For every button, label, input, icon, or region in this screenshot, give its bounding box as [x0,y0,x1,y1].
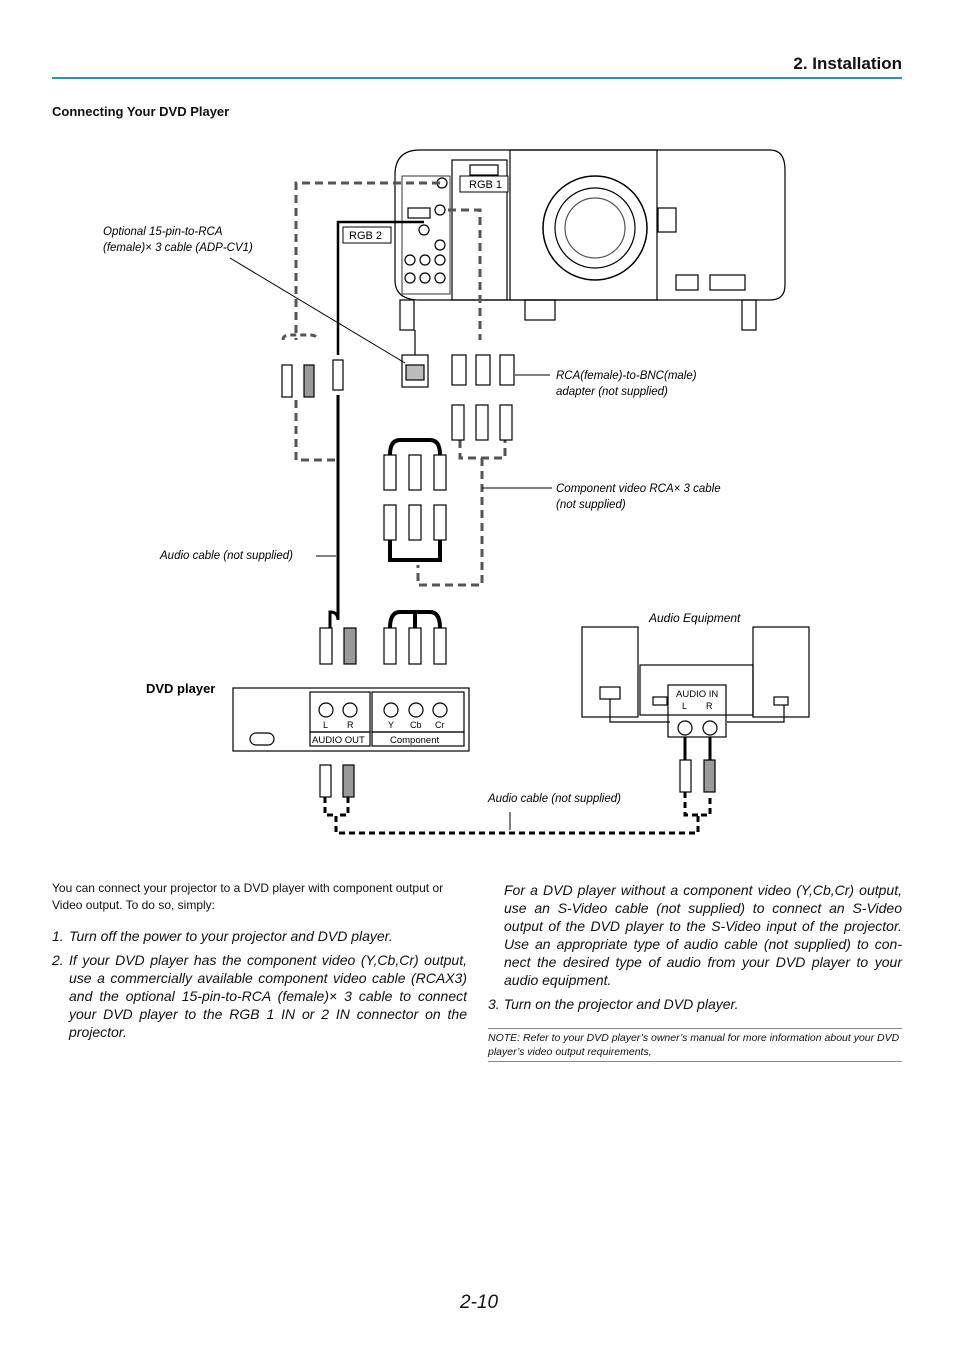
svg-text:Cb: Cb [410,720,422,730]
dashed-cable-component [448,210,480,340]
audio-equipment [582,627,809,737]
adapter-cable-label-2: (female)× 3 cable (ADP-CV1) [103,242,253,254]
audio-in-label: AUDIO IN [676,689,719,700]
page-number: 2-10 [460,1292,499,1313]
component-cable-label-1: Component video RCA× 3 cable [556,483,721,495]
connection-diagram [0,130,954,850]
svideo-paragraph: For a DVD player without a component video (Y,Cb,Cr) output, use an S-Video cable (not supplied) to connect an S-Video output of the DVD player to the S-Video input of the projector. Use an appropriate type of audio cable (not supplied) to con- nect the desired type of audio from your DVD player to your audio equipment. [504,882,902,988]
steps-list [52,927,467,1047]
bnc-adapter-label-1: RCA(female)-to-BNC(male) [556,370,697,382]
svg-text:Y: Y [388,720,395,730]
component-label: Component [390,735,440,746]
intro-text: You can connect your projector to a DVD player with component output or Video output. To do so, simply: [52,881,444,912]
step-2: 2. If your DVD player has the component video (Y,Cb,Cr) output, use a commercially available component video cable (RCAX3) and the optional 15-pin-to-RCA (female)× 3 cable to connect your DVD player to the RGB 1 IN or 2 IN connector on the projector. [52,952,467,1040]
component-cable-label-2: (not supplied) [556,499,626,511]
plug-adp-cv1 [402,330,428,387]
component-cable-plugs [384,455,446,540]
svg-text:R: R [706,701,713,711]
svg-text:L: L [323,720,329,730]
section-title: 2. Installation [793,54,902,73]
rgb2-label: RGB 2 [349,230,383,242]
svg-text:R: R [347,720,354,730]
plugs-left-audio [282,360,343,397]
subheading: Connecting Your DVD Player [52,104,230,119]
step-1: 1. Turn off the power to your projector and DVD player. [52,928,393,944]
projector [395,150,785,330]
audio-equipment-label: Audio Equipment [649,611,741,625]
dashed-cable-audio-top [296,183,440,340]
bnc-adapters [452,355,514,440]
audio-cable-bottom-label: Audio cable (not supplied) [488,793,621,805]
note: NOTE: Refer to your DVD player’s owner’s manual for more information about your DVD player’s video output requirements, [488,1028,902,1062]
header-rule [52,77,902,79]
svg-text:Cr: Cr [435,720,445,730]
adapter-cable-label-1: Optional 15-pin-to-RCA [103,226,223,238]
audio-out-label: AUDIO OUT [312,735,365,746]
dvd-player-label: DVD player [146,681,216,696]
rgb1-label: RGB 1 [469,179,503,191]
bnc-adapter-label-2: adapter (not supplied) [556,386,668,398]
dvd-input-plugs [320,628,446,664]
step-3: 3. Turn on the projector and DVD player. [488,996,739,1012]
audio-cable-top-label: Audio cable (not supplied) [160,550,293,562]
right-column [488,881,902,1013]
svg-text:L: L [682,701,688,711]
